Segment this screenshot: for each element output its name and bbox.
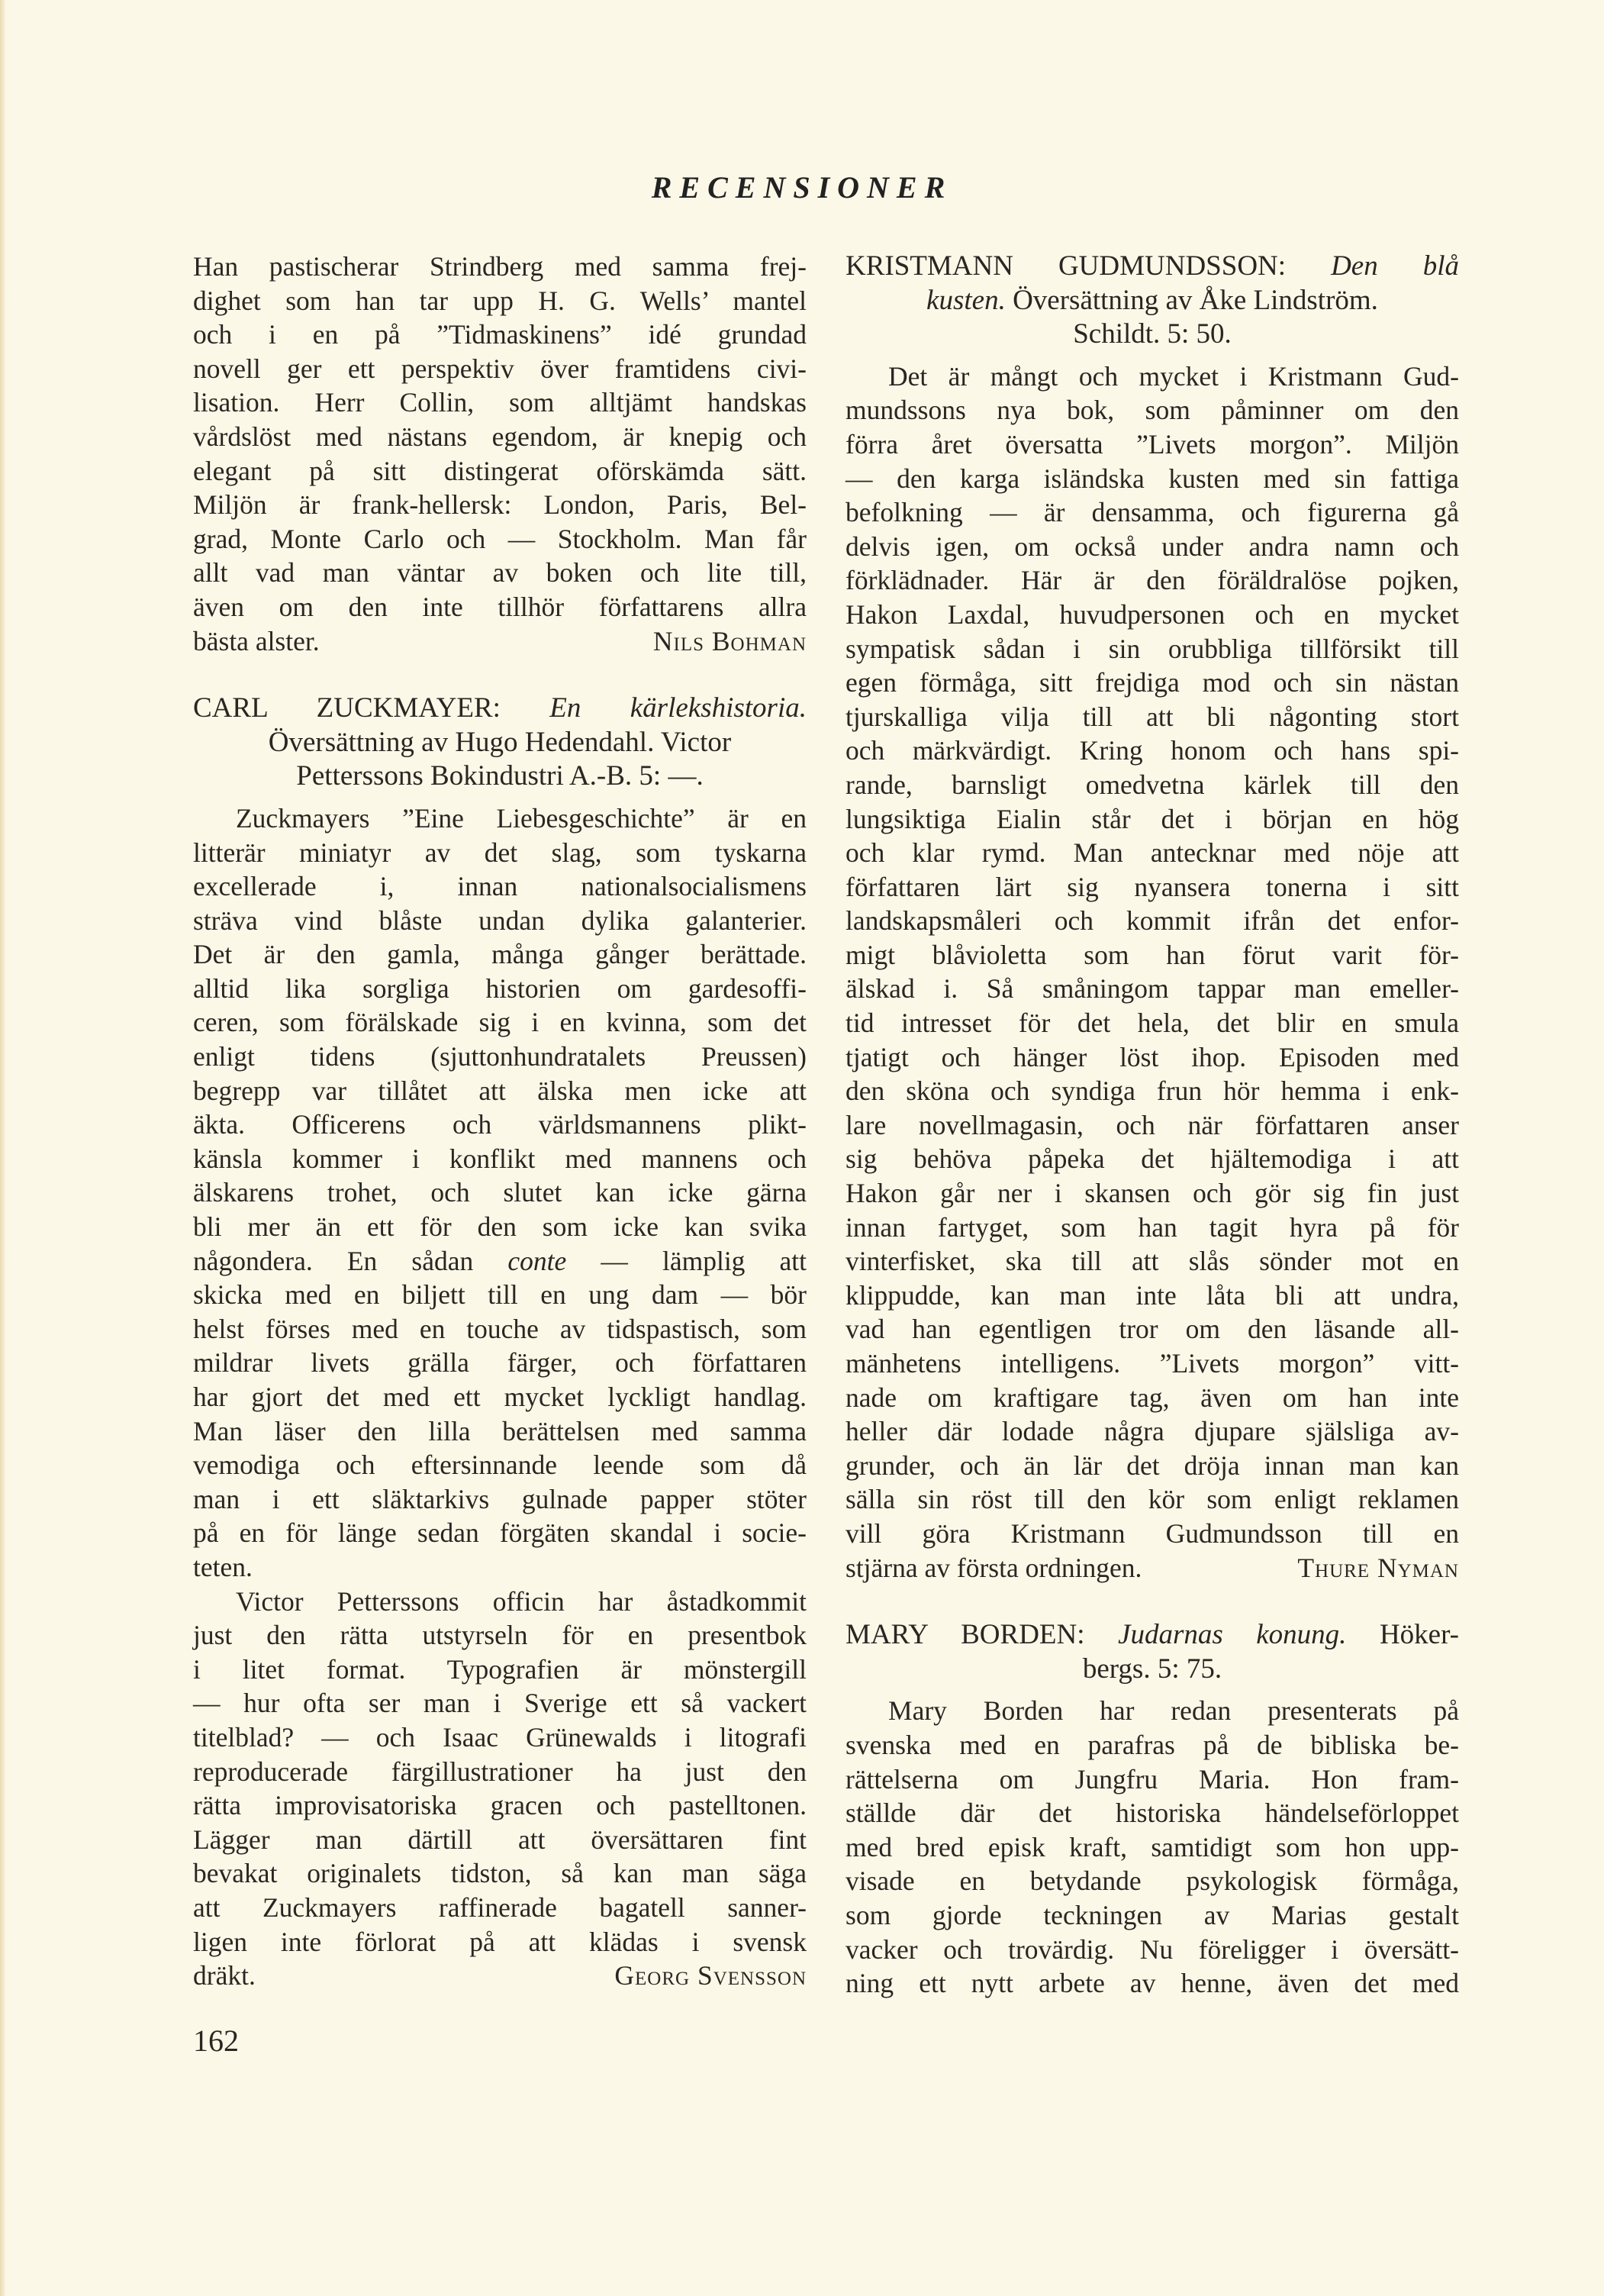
body-line: innan fartyget, som han tagit hyra på för — [845, 1211, 1459, 1243]
body-line: Mary Borden har redan presenterats på — [888, 1695, 1459, 1727]
body-line: man i ett släktarkivs gulnade papper stöter — [193, 1483, 807, 1514]
body-line: vad han egentligen tror om den läsande all- — [845, 1314, 1459, 1345]
body-line: lisation. Herr Collin, som alltjämt handskas — [193, 387, 807, 418]
body-line: mundssons nya bok, som påminner om den — [845, 395, 1459, 426]
publisher: Höker- — [1379, 1619, 1459, 1651]
body-line: dighet som han tar upp H. G. Wells’ mantel — [193, 285, 807, 316]
body-line: vårdslöst med nästans egendom, är knepig och — [193, 421, 807, 452]
body-line: visade en betydande psykologisk förmåga, — [845, 1866, 1459, 1897]
body-line: enligt tidens (sjuttonhundratalets Preussen) — [193, 1041, 807, 1072]
body-line: landskapsmåleri och kommit ifrån det enfor- — [845, 905, 1459, 937]
body-line: titelblad? — och Isaac Grünewalds i litografi — [193, 1721, 807, 1753]
body-line: delvis igen, om också under andra namn och — [845, 530, 1459, 562]
body-line: sälla sin röst till den kör som enligt reklamen — [845, 1484, 1459, 1515]
review-heading-borden — [845, 1618, 1459, 1686]
body-line: sig behöva påpeka det hjältemodiga i att — [845, 1143, 1459, 1175]
right-column — [845, 250, 1459, 2001]
body-line: har gjort det med ett mycket lyckligt handlag. — [193, 1382, 807, 1412]
body-line: tjatigt och hänger löst ihop. Episoden med — [845, 1041, 1459, 1072]
body-line: Det är mångt och mycket i Kristmann Gud- — [888, 360, 1459, 392]
paragraph-last-line: teten. — [193, 1551, 253, 1582]
book-title: En kärlekshistoria. — [549, 692, 807, 724]
body-line: och märkvärdigt. Kring honom och hans spi- — [845, 735, 1459, 766]
heading-line-2: bergs. 5: 75. — [1082, 1653, 1222, 1685]
body-line: rätta improvisatoriska gracen och pastelltonen. — [193, 1790, 807, 1821]
body-line: migt blåvioletta som han förut varit för- — [845, 939, 1459, 970]
signature-line — [193, 624, 807, 659]
body-line: på en för länge sedan förgäten skandal i socie- — [193, 1517, 807, 1549]
body-line: allt vad man väntar av boken och lite till, — [193, 557, 807, 589]
body-line: älskarens trohet, och slutet kan icke gärna — [193, 1177, 807, 1208]
review-heading-gudmundsson — [845, 250, 1459, 352]
body-line: Man läser den lilla berättelsen med samma — [193, 1415, 807, 1446]
text-segment: någondera. En sådan — [193, 1245, 474, 1276]
body-line: som gjorde teckningen av Marias gestalt — [845, 1899, 1459, 1930]
body-line: med bred episk kraft, samtidigt som hon upp- — [845, 1831, 1459, 1862]
text-segment: — lämplig att — [601, 1245, 807, 1276]
body-line: — hur ofta ser man i Sverige ett så vackert — [193, 1688, 807, 1719]
heading-author: CARL ZUCKMAYER: — [193, 692, 501, 724]
body-line: Zuckmayers ”Eine Liebesgeschichte” är en — [236, 802, 807, 834]
body-line: känsla kommer i konflikt med mannens och — [193, 1143, 807, 1174]
body-line: vill göra Kristmann Gudmundsson till en — [845, 1517, 1459, 1549]
body-line: vacker och trovärdig. Nu föreligger i översätt- — [845, 1933, 1459, 1965]
body-line: rande, barnsligt omedvetna kärlek till den — [845, 769, 1459, 800]
heading-line-2 — [845, 284, 1459, 318]
body-line: tid intresset för det hela, det blir en smula — [845, 1008, 1459, 1039]
body-line: Victor Petterssons officin har åstadkommit — [236, 1585, 807, 1617]
heading-line-1 — [845, 250, 1459, 284]
heading-line-3: Petterssons Bokindustri A.-B. 5: —. — [296, 760, 704, 792]
book-title-cont: kusten. — [926, 284, 1006, 316]
last-line: bästa alster. — [193, 625, 320, 656]
body-line: — den karga isländska kusten med sin fattiga — [845, 463, 1459, 494]
body-line: Det är den gamla, många gånger berättade. — [193, 939, 807, 970]
body-line: svenska med en parafras på de bibliska be- — [845, 1729, 1459, 1760]
body-line: att Zuckmayers raffinerade bagatell sanner- — [193, 1891, 807, 1923]
body-line: bli mer än ett för den som icke kan svika — [193, 1211, 807, 1243]
body-line: skicka med en biljett till en ung dam — bör — [193, 1279, 807, 1311]
body-line: grunder, och än lär det dröja innan man kan — [845, 1450, 1459, 1481]
body-line: äkta. Officerens och världsmannens plikt- — [193, 1109, 807, 1140]
body-line: Miljön är frank-hellersk: London, Paris, Bel- — [193, 489, 807, 521]
body-line: mänhetens intelligens. ”Livets morgon” vitt- — [845, 1348, 1459, 1379]
body-line: klippudde, kan man inte låta bli att undra, — [845, 1279, 1459, 1311]
body-line: mildrar livets grälla färger, och författaren — [193, 1347, 807, 1379]
body-line: i litet format. Typografien är mönstergill — [193, 1653, 807, 1685]
review-body-zuckmayer-cont — [193, 1278, 807, 1550]
body-line: vinterfisket, ska till att slås sönder mot en — [845, 1246, 1459, 1277]
body-line: lare novellmagasin, och när författaren anser — [845, 1109, 1459, 1140]
review-continuation — [193, 250, 807, 624]
body-line: sympatisk sådan i sin orubbliga tillförsikt till — [845, 633, 1459, 664]
body-line: helst förses med en touche av tidspastisch, som — [193, 1313, 807, 1344]
body-line: och klar rymd. Man antecknar med nöje att — [845, 837, 1459, 869]
body-line: grad, Monte Carlo och — Stockholm. Man får — [193, 523, 807, 554]
reviewer-signature: Nils Bohman — [652, 625, 807, 656]
body-line: även om den inte tillhör författarens allra — [193, 591, 807, 622]
heading-line-2: Översättning av Hugo Hedendahl. Victor — [268, 726, 732, 758]
heading-line-1 — [845, 1618, 1459, 1653]
italic-word: conte — [507, 1245, 567, 1276]
last-line: stjärna av första ordningen. — [845, 1552, 1142, 1583]
body-line: litterär miniatyr av det slag, som tyskarna — [193, 837, 807, 868]
body-line: Hakon går ner i skansen och gör sig fin just — [845, 1178, 1459, 1209]
heading-line-3: Schildt. 5: 50. — [1073, 318, 1232, 350]
body-line: excellerade i, innan nationalsocialismens — [193, 871, 807, 902]
signature-line — [193, 1959, 807, 1993]
heading-author: KRISTMANN GUDMUNDSSON: — [845, 250, 1287, 282]
body-line: förklädnader. Här är den föräldralöse pojken, — [845, 565, 1459, 596]
book-title: Judarnas konung. — [1118, 1619, 1347, 1651]
review-body-zuckmayer-para2 — [193, 1585, 807, 1959]
body-line: heller där lodade några djupare själsliga av- — [845, 1416, 1459, 1447]
review-body-gudmundsson — [845, 360, 1459, 1551]
body-line: bevakat originalets tidston, så kan man säga — [193, 1858, 807, 1889]
body-line: vemodiga och eftersinnande leende som då — [193, 1450, 807, 1481]
page-edge — [0, 0, 6, 2296]
body-line: rättelserna om Jungfru Maria. Hon fram- — [845, 1763, 1459, 1795]
review-body-zuckmayer — [193, 801, 807, 1244]
body-line: lungsiktiga Eialin står det i början en hög — [845, 803, 1459, 834]
body-line: sträva vind blåste undan dylika galanterier. — [193, 905, 807, 936]
body-line: alltid lika sorgliga historien om gardesoffi- — [193, 972, 807, 1004]
running-head: RECENSIONER — [651, 170, 953, 205]
body-line: reproducerade färgillustrationer ha just den — [193, 1756, 807, 1787]
heading-author: MARY BORDEN: — [845, 1619, 1085, 1651]
reviewer-signature: Thure Nyman — [1297, 1552, 1459, 1583]
body-line: Han pastischerar Strindberg med samma frej- — [193, 251, 807, 282]
body-line: befolkning — är densamma, och figurerna gå — [845, 497, 1459, 528]
heading-line-1 — [193, 692, 807, 726]
review-body-borden — [845, 1694, 1459, 2000]
body-line: ligen inte förlorat på att klädas i svensk — [193, 1926, 807, 1957]
body-line: nade om kraftigare tag, även om han inte — [845, 1382, 1459, 1413]
body-line: älskad i. Så småningom tappar man emeller- — [845, 973, 1459, 1004]
review-heading-zuckmayer — [193, 692, 807, 794]
reviewer-signature: Georg Svensson — [614, 1960, 807, 1991]
body-line: Hakon Laxdal, huvudpersonen och en mycket — [845, 598, 1459, 630]
body-line: novell ger ett perspektiv över framtidens civi- — [193, 353, 807, 384]
body-line: den sköna och syndiga frun hör hemma i enk- — [845, 1075, 1459, 1107]
signature-line — [845, 1551, 1459, 1585]
left-column — [193, 250, 807, 1993]
last-line: dräkt. — [193, 1960, 256, 1991]
book-title: Den blå — [1331, 250, 1459, 282]
body-line: egen förmåga, sitt frejdiga mod och sin nästan — [845, 667, 1459, 698]
body-line: begrepp var tillåtet att älska men icke att — [193, 1075, 807, 1106]
body-line: förra året översatta ”Livets morgon”. Miljön — [845, 428, 1459, 460]
body-line: ställde där det historiska händelseförloppet — [845, 1798, 1459, 1829]
body-line: och i en på ”Tidmaskinens” idé grundad — [193, 319, 807, 350]
body-line: författaren lärt sig nyansera tonerna i sitt — [845, 871, 1459, 902]
body-line-conte — [193, 1244, 807, 1279]
body-line: just den rätta utstyrseln för en presentbok — [193, 1620, 807, 1651]
body-line: Lägger man därtill att översättaren fint — [193, 1824, 807, 1855]
translator-info: Översättning av Åke Lindström. — [1013, 284, 1378, 316]
body-line: ning ett nytt arbete av henne, även det med — [845, 1968, 1459, 1999]
body-line: elegant på sitt distingerat oförskämda sätt. — [193, 455, 807, 486]
page-number: 162 — [193, 2024, 239, 2058]
body-line: tjurskalliga vilja till att bli någonting stort — [845, 701, 1459, 732]
body-line: ceren, som förälskade sig i en kvinna, som det — [193, 1007, 807, 1038]
